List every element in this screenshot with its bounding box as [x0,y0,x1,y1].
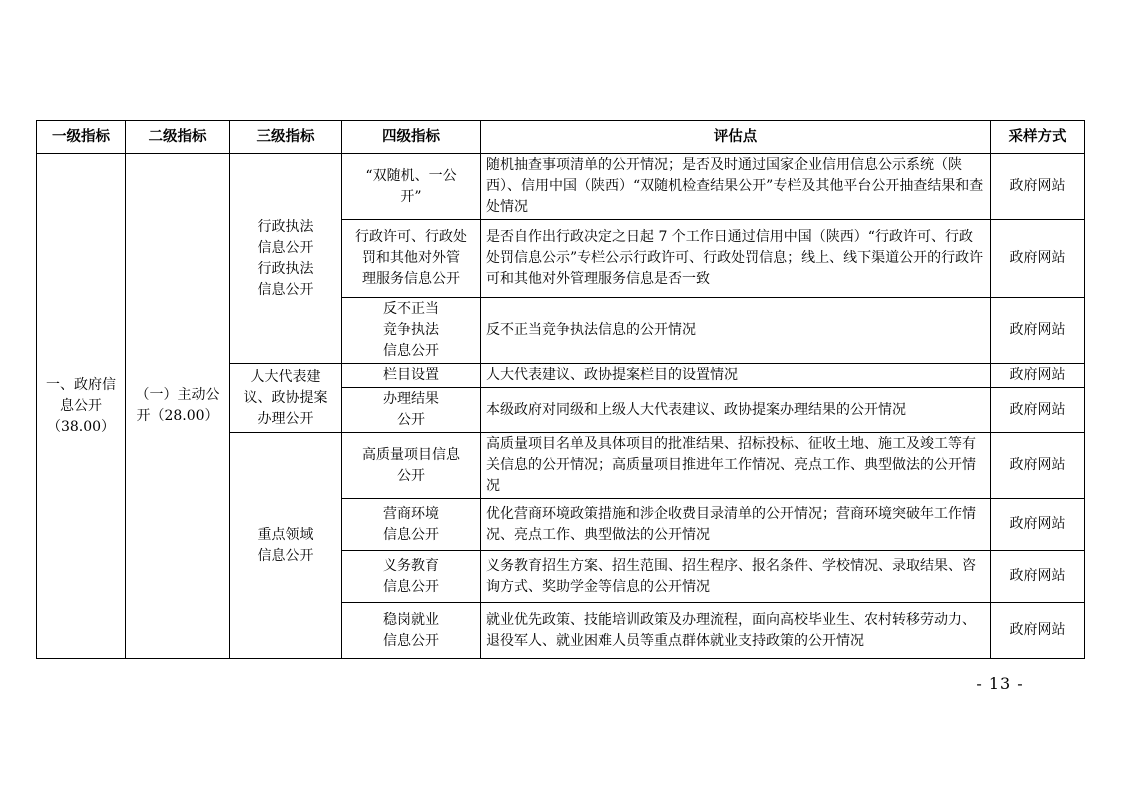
level1-cell: 一、政府信 息公开 （38.00） [37,154,126,659]
sampling-method-cell: 政府网站 [991,551,1085,603]
sampling-method-cell: 政府网站 [991,499,1085,551]
indicator-table [36,120,1085,659]
sampling-method-cell: 政府网站 [991,603,1085,659]
sampling-method-cell: 政府网站 [991,364,1085,388]
level4-cell: 稳岗就业 信息公开 [342,603,481,659]
level4-cell: 行政许可、行政处 罚和其他对外管 理服务信息公开 [342,220,481,298]
evaluation-point-cell: 优化营商环境政策措施和涉企收费目录清单的公开情况；营商环境突破年工作情况、亮点工作、典型做法的公开情况 [481,499,991,551]
evaluation-point-cell: 高质量项目名单及具体项目的批准结果、招标投标、征收土地、施工及竣工等有关信息的公开情况；高质量项目推进年工作情况、亮点工作、典型做法的公开情况 [481,433,991,499]
level4-cell: “双随机、一公 开” [342,154,481,220]
level3-cell: 重点领域 信息公开 [230,433,342,659]
level4-cell: 反不正当 竞争执法 信息公开 [342,298,481,364]
page-number: - 13 - [976,674,1024,693]
level4-cell: 营商环境 信息公开 [342,499,481,551]
sampling-method-cell: 政府网站 [991,433,1085,499]
level2-cell: （一）主动公 开（28.00） [126,154,230,659]
evaluation-point-cell: 就业优先政策、技能培训政策及办理流程，面向高校毕业生、农村转移劳动力、退役军人、就业困难人员等重点群体就业支持政策的公开情况 [481,603,991,659]
evaluation-point-cell: 义务教育招生方案、招生范围、招生程序、报名条件、学校情况、录取结果、咨询方式、奖助学金等信息的公开情况 [481,551,991,603]
header-evaluation-point: 评估点 [481,121,991,154]
header-level1: 一级指标 [37,121,126,154]
evaluation-point-cell: 随机抽查事项清单的公开情况；是否及时通过国家企业信用信息公示系统（陕西）、信用中国（陕西）“双随机检查结果公开”专栏及其他平台公开抽查结果和查处情况 [481,154,991,220]
sampling-method-cell: 政府网站 [991,298,1085,364]
sampling-method-cell: 政府网站 [991,154,1085,220]
header-level2: 二级指标 [126,121,230,154]
header-sampling-method: 采样方式 [991,121,1085,154]
evaluation-point-cell: 反不正当竞争执法信息的公开情况 [481,298,991,364]
evaluation-point-cell: 本级政府对同级和上级人大代表建议、政协提案办理结果的公开情况 [481,388,991,433]
sampling-method-cell: 政府网站 [991,220,1085,298]
table-row [37,154,1085,220]
level3-cell: 行政执法 信息公开 行政执法 信息公开 [230,154,342,364]
header-row [37,121,1085,154]
level4-cell: 栏目设置 [342,364,481,388]
evaluation-point-cell: 是否自作出行政决定之日起 7 个工作日通过信用中国（陕西）“行政许可、行政处罚信息公示”专栏公示行政许可、行政处罚信息；线上、线下渠道公开的行政许可和其他对外管理服务信息是否一致 [481,220,991,298]
level3-cell: 人大代表建 议、政协提案 办理公开 [230,364,342,433]
sampling-method-cell: 政府网站 [991,388,1085,433]
header-level3: 三级指标 [230,121,342,154]
header-level4: 四级指标 [342,121,481,154]
evaluation-point-cell: 人大代表建议、政协提案栏目的设置情况 [481,364,991,388]
level4-cell: 高质量项目信息 公开 [342,433,481,499]
level4-cell: 义务教育 信息公开 [342,551,481,603]
level4-cell: 办理结果 公开 [342,388,481,433]
